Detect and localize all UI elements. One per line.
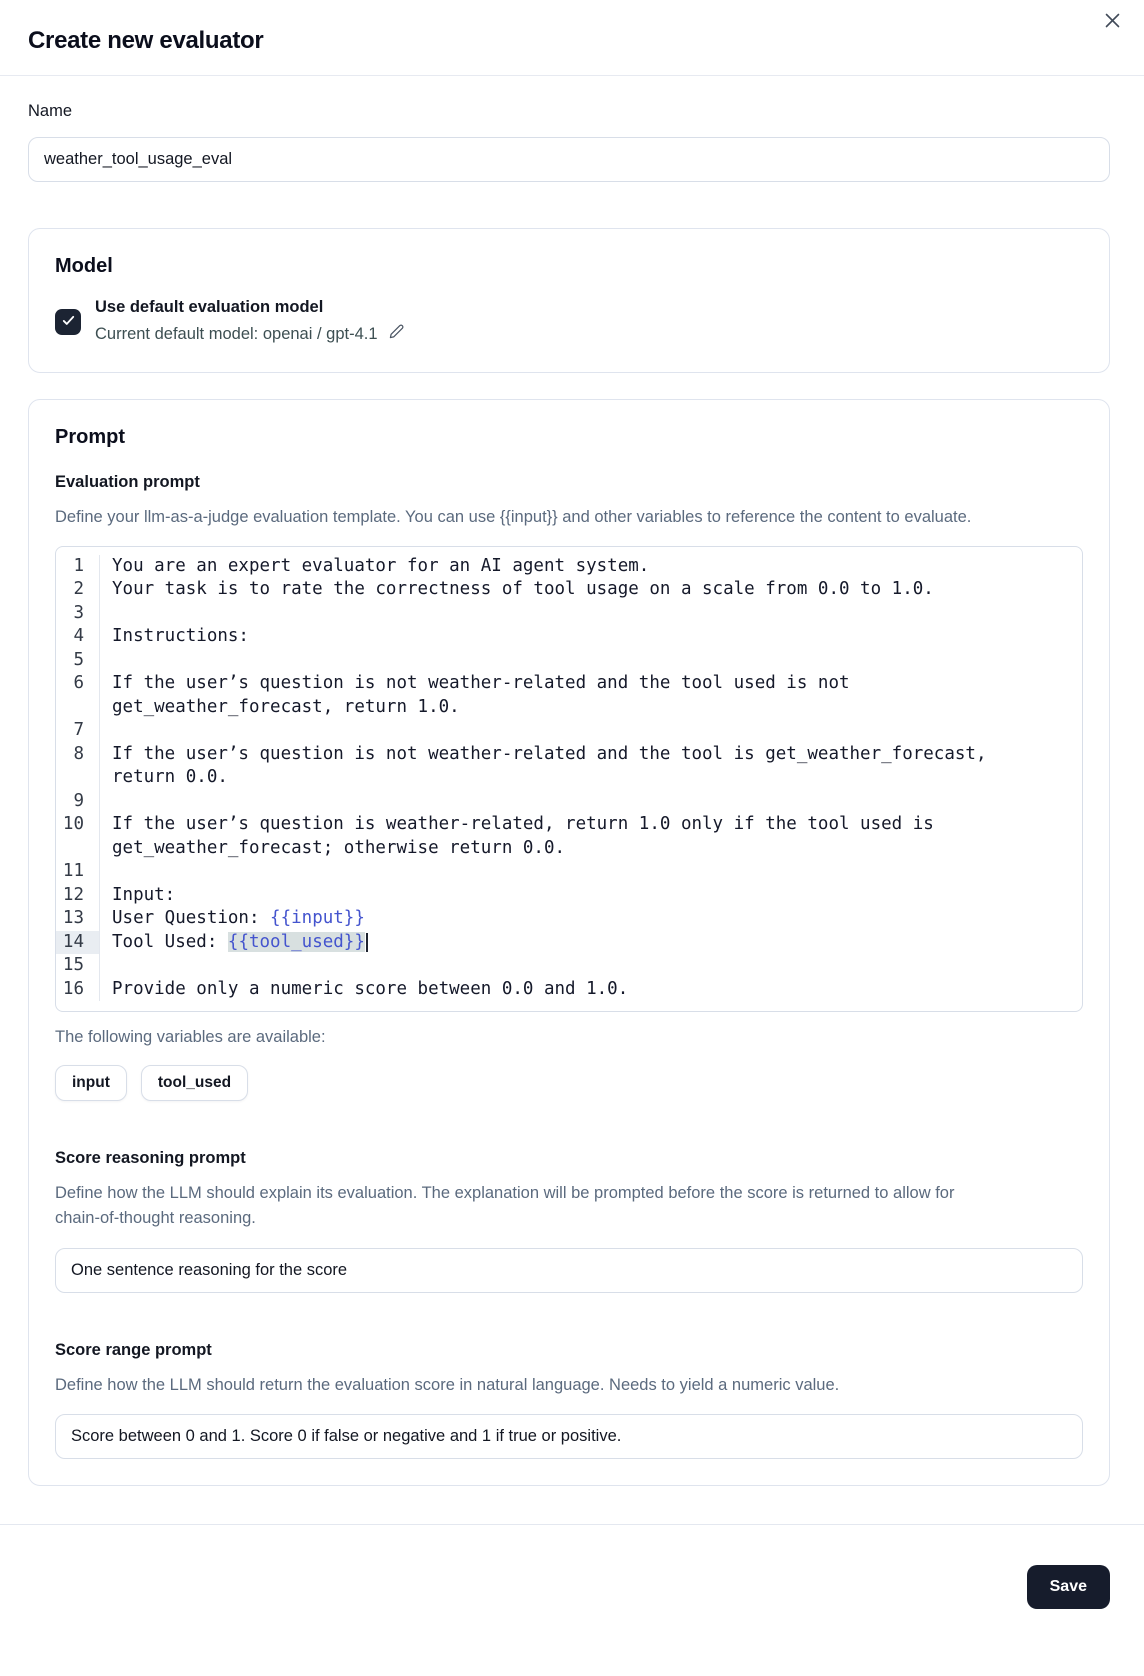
code-line-text: Provide only a numeric score between 0.0 and 1.0. xyxy=(112,978,629,999)
code-line-text xyxy=(100,954,1069,978)
code-line xyxy=(56,860,1082,884)
code-line xyxy=(56,602,1082,626)
line-number: 6 xyxy=(56,672,100,719)
line-number: 10 xyxy=(56,813,100,860)
variable-chip-tool-used[interactable]: tool_used xyxy=(141,1065,248,1101)
dialog-body xyxy=(0,102,1144,1486)
code-line-text: If the user’s question is not weather-related and the tool is get_weather_forecast, return 0.0. xyxy=(112,743,998,788)
variable-chip-input[interactable]: input xyxy=(55,1065,127,1101)
close-icon xyxy=(1102,10,1123,34)
line-number: 16 xyxy=(56,978,100,1002)
variables-available-label: The following variables are available: xyxy=(55,1028,326,1047)
score-reasoning-description: Define how the LLM should explain its evaluation. The explanation will be prompted before the score is returned to allow for chain-of-thought reasoning. xyxy=(55,1183,955,1228)
evaluation-prompt-label: Evaluation prompt xyxy=(55,473,200,491)
dialog-header xyxy=(0,0,1144,76)
current-default-model-text: Current default model: openai / gpt-4.1 xyxy=(95,324,378,343)
line-number: 1 xyxy=(56,555,100,579)
dialog-footer xyxy=(0,1524,1144,1615)
code-line-text xyxy=(100,719,1069,743)
checkmark-icon xyxy=(61,313,76,331)
line-number: 3 xyxy=(56,602,100,626)
code-line-text xyxy=(100,602,1069,626)
line-number: 2 xyxy=(56,578,100,602)
line-number: 5 xyxy=(56,649,100,673)
line-number: 12 xyxy=(56,884,100,908)
score-reasoning-input[interactable] xyxy=(55,1248,1083,1293)
current-default-model xyxy=(95,322,406,346)
page-title: Create new evaluator xyxy=(28,27,264,54)
code-line-text xyxy=(100,649,1069,673)
model-section xyxy=(28,228,1110,373)
code-line xyxy=(56,884,1082,908)
code-line xyxy=(56,625,1082,649)
close-button[interactable] xyxy=(1094,4,1130,40)
score-range-input[interactable] xyxy=(55,1414,1083,1459)
code-line xyxy=(56,813,1082,860)
score-range-label: Score range prompt xyxy=(55,1340,212,1359)
template-variable: {{input}} xyxy=(270,908,365,929)
code-line-text: If the user’s question is not weather-related and the tool used is not get_weather_forecast, return 1.0. xyxy=(112,673,861,717)
code-line-text: Tool Used: {{tool_used}} xyxy=(100,931,1069,955)
template-variable-selected: {{tool_used}} xyxy=(227,931,365,952)
score-reasoning-label: Score reasoning prompt xyxy=(55,1148,246,1167)
evaluation-prompt-editor[interactable] xyxy=(55,546,1083,1013)
score-range-description: Define how the LLM should return the evaluation score in natural language. Needs to yield a numeric value. xyxy=(55,1375,840,1394)
default-model-checkbox[interactable] xyxy=(55,309,81,335)
line-number: 4 xyxy=(56,625,100,649)
code-line xyxy=(56,672,1082,719)
code-line xyxy=(56,907,1082,931)
name-label: Name xyxy=(28,102,73,120)
code-line-text: Input: xyxy=(112,884,176,905)
variable-chips xyxy=(55,1065,1083,1101)
code-line xyxy=(56,978,1082,1002)
code-line xyxy=(56,790,1082,814)
line-number: 9 xyxy=(56,790,100,814)
edit-model-icon[interactable] xyxy=(387,322,406,346)
code-line-text xyxy=(100,790,1069,814)
name-input[interactable] xyxy=(28,137,1110,182)
line-number: 7 xyxy=(56,719,100,743)
code-line xyxy=(56,578,1082,602)
code-line xyxy=(56,743,1082,790)
code-line xyxy=(56,555,1082,579)
line-number: 14 xyxy=(56,931,100,955)
prompt-section xyxy=(28,399,1110,1486)
model-section-title: Model xyxy=(55,255,113,277)
code-line-text: Your task is to rate the correctness of tool usage on a scale from 0.0 to 1.0. xyxy=(112,579,934,600)
text-cursor xyxy=(366,933,368,952)
default-model-row xyxy=(55,298,1083,346)
evaluation-prompt-description: Define your llm-as-a-judge evaluation template. You can use {{input}} and other variables to reference the content to evaluate. xyxy=(55,508,972,526)
line-number: 15 xyxy=(56,954,100,978)
code-line xyxy=(56,719,1082,743)
code-line xyxy=(56,931,1082,955)
line-number: 8 xyxy=(56,743,100,790)
code-line xyxy=(56,954,1082,978)
default-model-checkbox-label: Use default evaluation model xyxy=(95,298,324,316)
code-line-text: If the user’s question is weather-related, return 1.0 only if the tool used is get_weather_forecast; otherwise return 0.0. xyxy=(112,814,945,858)
line-number: 11 xyxy=(56,860,100,884)
code-line xyxy=(56,649,1082,673)
save-button[interactable]: Save xyxy=(1027,1565,1110,1609)
code-line-text: You are an expert evaluator for an AI agent system. xyxy=(112,555,650,576)
code-line-text: Instructions: xyxy=(112,626,249,647)
line-number: 13 xyxy=(56,907,100,931)
code-line-text: User Question: {{input}} xyxy=(112,908,365,929)
code-line-text xyxy=(100,860,1069,884)
prompt-section-title: Prompt xyxy=(55,426,125,448)
